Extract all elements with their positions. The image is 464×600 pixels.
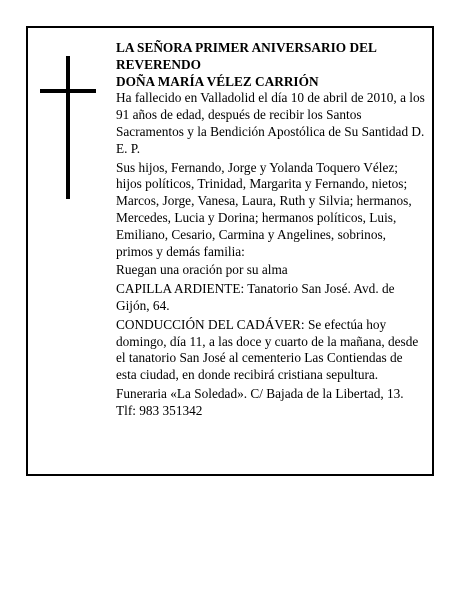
deceased-name: DOÑA MARÍA VÉLEZ CARRIÓN: [116, 73, 319, 89]
obituary-frame: [26, 26, 434, 476]
cross-icon-horizontal: [40, 89, 96, 93]
obituary-text: [116, 40, 426, 420]
paragraph-prayer: Ruegan una oración por su alma: [116, 262, 288, 278]
headline: LA SEÑORA PRIMER ANIVERSARIO DEL REVERENDO: [116, 40, 377, 72]
paragraph-chapel: CAPILLA ARDIENTE: Tanatorio San José. Avd. de Gijón, 64.: [116, 281, 395, 313]
paragraph-death: Ha fallecido en Valladolid el día 10 de abril de 2010, a los 91 años de edad, después de recibir los Santos Sacramentos y la Bendición Apostólica de Su Santidad D. E. P.: [116, 90, 425, 156]
paragraph-procession: CONDUCCIÓN DEL CADÁVER: Se efectúa hoy domingo, día 11, a las doce y cuarto de la mañana, desde el tanatorio San José al cementerio Las Contiendas de esta ciudad, en donde recibirá cristiana sepultura.: [116, 316, 419, 383]
cross-icon-vertical: [66, 56, 70, 199]
paragraph-funeral-home: Funeraria «La Soledad». C/ Bajada de la Libertad, 13. Tlf: 983 351342: [116, 385, 404, 418]
paragraph-family: Sus hijos, Fernando, Jorge y Yolanda Toquero Vélez; hijos políticos, Trinidad, Margarita y Fernando, nietos; Marcos, Jorge, Vanesa, Laura, Ruth y Silvia; hermanos, Mercedes, Lucia y Dorina; hermanos políticos, Luis, Emiliano, Cesario, Carmina y Angelines, sobrinos, primos y demás familia:: [116, 159, 412, 259]
